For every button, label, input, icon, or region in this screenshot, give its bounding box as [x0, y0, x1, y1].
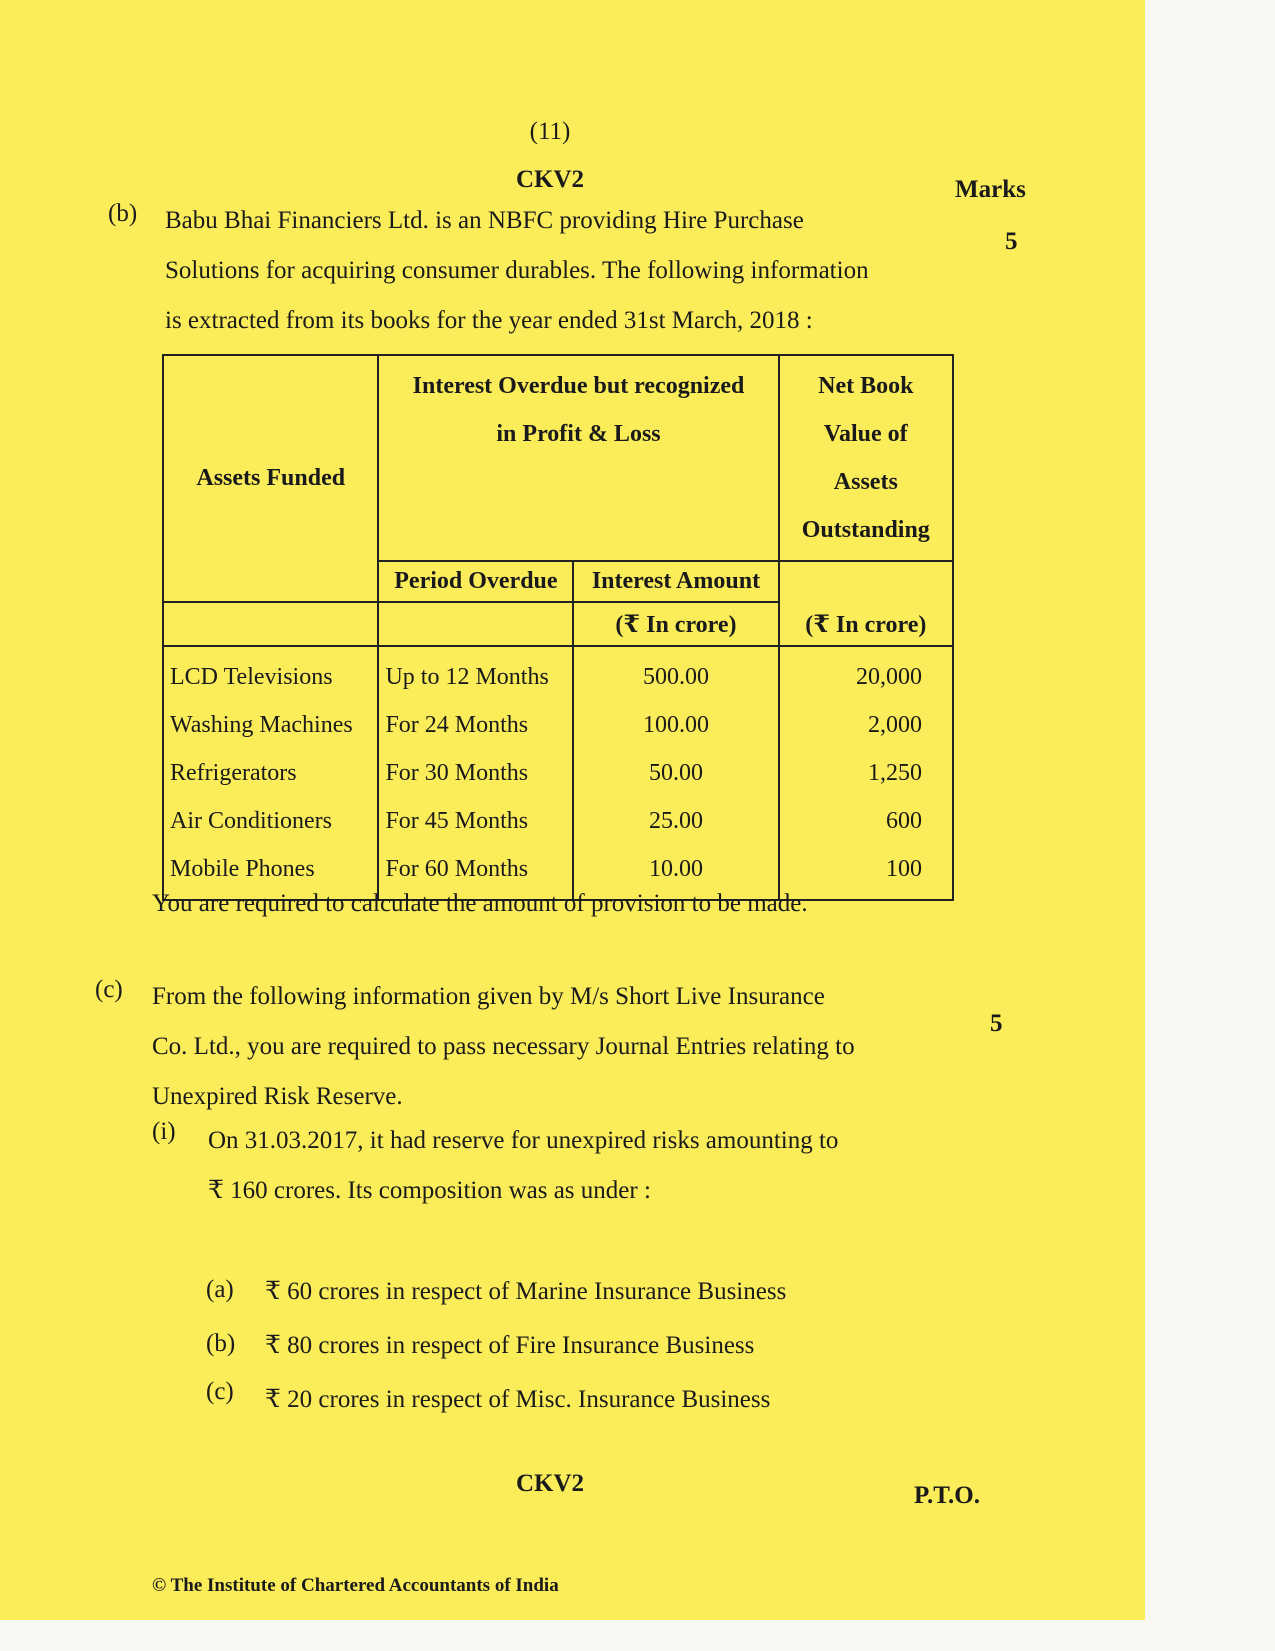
composition-item-label: (a)	[206, 1276, 234, 1303]
header-interest-amount: Interest Amount	[573, 561, 778, 602]
table-body	[163, 646, 953, 900]
sub-question-i-line: ₹ 160 crores. Its composition was as under :	[208, 1177, 651, 1204]
composition-item-text: ₹ 80 crores in respect of Fire Insurance Business	[265, 1332, 755, 1359]
blank-cell	[378, 602, 573, 646]
question-b-line: Solutions for acquiring consumer durables. The following information	[165, 257, 869, 284]
table-cell-amount: 10.00	[648, 856, 703, 882]
net-book-value-column	[779, 646, 953, 900]
header-interest-line-1: Interest Overdue but recognized	[412, 373, 745, 399]
sub-question-i-label: (i)	[152, 1118, 176, 1145]
question-c-line: Co. Ltd., you are required to pass necessary Journal Entries relating to	[152, 1033, 855, 1060]
header-nbv-line-2: Value of	[823, 421, 908, 447]
question-c-line: Unexpired Risk Reserve.	[152, 1083, 403, 1110]
sub-question-i-text	[208, 1116, 923, 1216]
table-cell-asset: Washing Machines	[170, 712, 353, 738]
header-interest-overdue	[378, 355, 778, 561]
table-cell-period: For 60 Months	[385, 856, 529, 882]
table-cell-nbv: 100	[886, 856, 922, 882]
table-cell-nbv: 1,250	[868, 760, 922, 786]
page-number: (11)	[529, 118, 571, 145]
table-cell-amount: 25.00	[648, 808, 703, 834]
question-b-line: is extracted from its books for the year ended 31st March, 2018 :	[165, 307, 813, 334]
table-cell-period: For 30 Months	[385, 760, 529, 786]
paper-code-footer: CKV2	[515, 1470, 585, 1497]
sub-question-i-line: On 31.03.2017, it had reserve for unexpired risks amounting to	[208, 1127, 839, 1154]
paper-code-header: CKV2	[515, 166, 585, 193]
question-c-line: From the following information given by M/s Short Live Insurance	[152, 983, 825, 1010]
table-cell-nbv: 600	[886, 808, 922, 834]
question-b-label: (b)	[108, 200, 138, 227]
period-column	[378, 646, 573, 900]
assets-column	[163, 646, 378, 900]
header-nbv-unit: (₹ In crore)	[779, 561, 953, 646]
table-cell-amount: 500.00	[642, 664, 709, 690]
interest-amount-column	[573, 646, 778, 900]
table-cell-asset: Air Conditioners	[170, 808, 332, 834]
question-c-text	[152, 972, 927, 1122]
question-b-text	[165, 196, 940, 346]
header-period-overdue: Period Overdue	[378, 561, 573, 602]
question-b-line: Babu Bhai Financiers Ltd. is an NBFC providing Hire Purchase	[165, 207, 804, 234]
question-c-label: (c)	[95, 976, 123, 1003]
composition-item-label: (b)	[206, 1330, 236, 1357]
composition-item-label: (c)	[206, 1378, 234, 1405]
header-nbv-line-4: Outstanding	[801, 517, 930, 543]
table-cell-period: Up to 12 Months	[385, 664, 549, 690]
hire-purchase-table	[162, 354, 954, 901]
blank-cell	[163, 602, 378, 646]
header-interest-line-2: in Profit & Loss	[496, 421, 661, 447]
table-cell-asset: Mobile Phones	[170, 856, 315, 882]
marks-column-heading: Marks	[955, 176, 1026, 203]
table-cell-asset: Refrigerators	[170, 760, 297, 786]
table-cell-period: For 24 Months	[385, 712, 529, 738]
copyright-notice: © The Institute of Chartered Accountants of India	[152, 1575, 559, 1596]
question-b-instruction: You are required to calculate the amount of provision to be made.	[152, 890, 808, 917]
header-assets-funded: Assets Funded	[163, 355, 378, 602]
please-turn-over: P.T.O.	[914, 1482, 980, 1509]
table-cell-amount: 100.00	[642, 712, 709, 738]
header-nbv-line-1: Net Book	[818, 373, 914, 399]
question-b-marks: 5	[1005, 228, 1018, 255]
composition-item-text: ₹ 20 crores in respect of Misc. Insurance Business	[265, 1386, 771, 1413]
table-cell-period: For 45 Months	[385, 808, 529, 834]
table-cell-asset: LCD Televisions	[170, 664, 333, 690]
header-nbv-line-3: Assets	[833, 469, 898, 495]
table-cell-nbv: 2,000	[868, 712, 922, 738]
composition-item-text: ₹ 60 crores in respect of Marine Insurance Business	[265, 1278, 787, 1305]
table-cell-nbv: 20,000	[856, 664, 922, 690]
header-net-book-value	[779, 355, 953, 561]
table-cell-amount: 50.00	[648, 760, 703, 786]
header-amount-unit: (₹ In crore)	[573, 602, 778, 646]
question-c-marks: 5	[990, 1010, 1003, 1037]
